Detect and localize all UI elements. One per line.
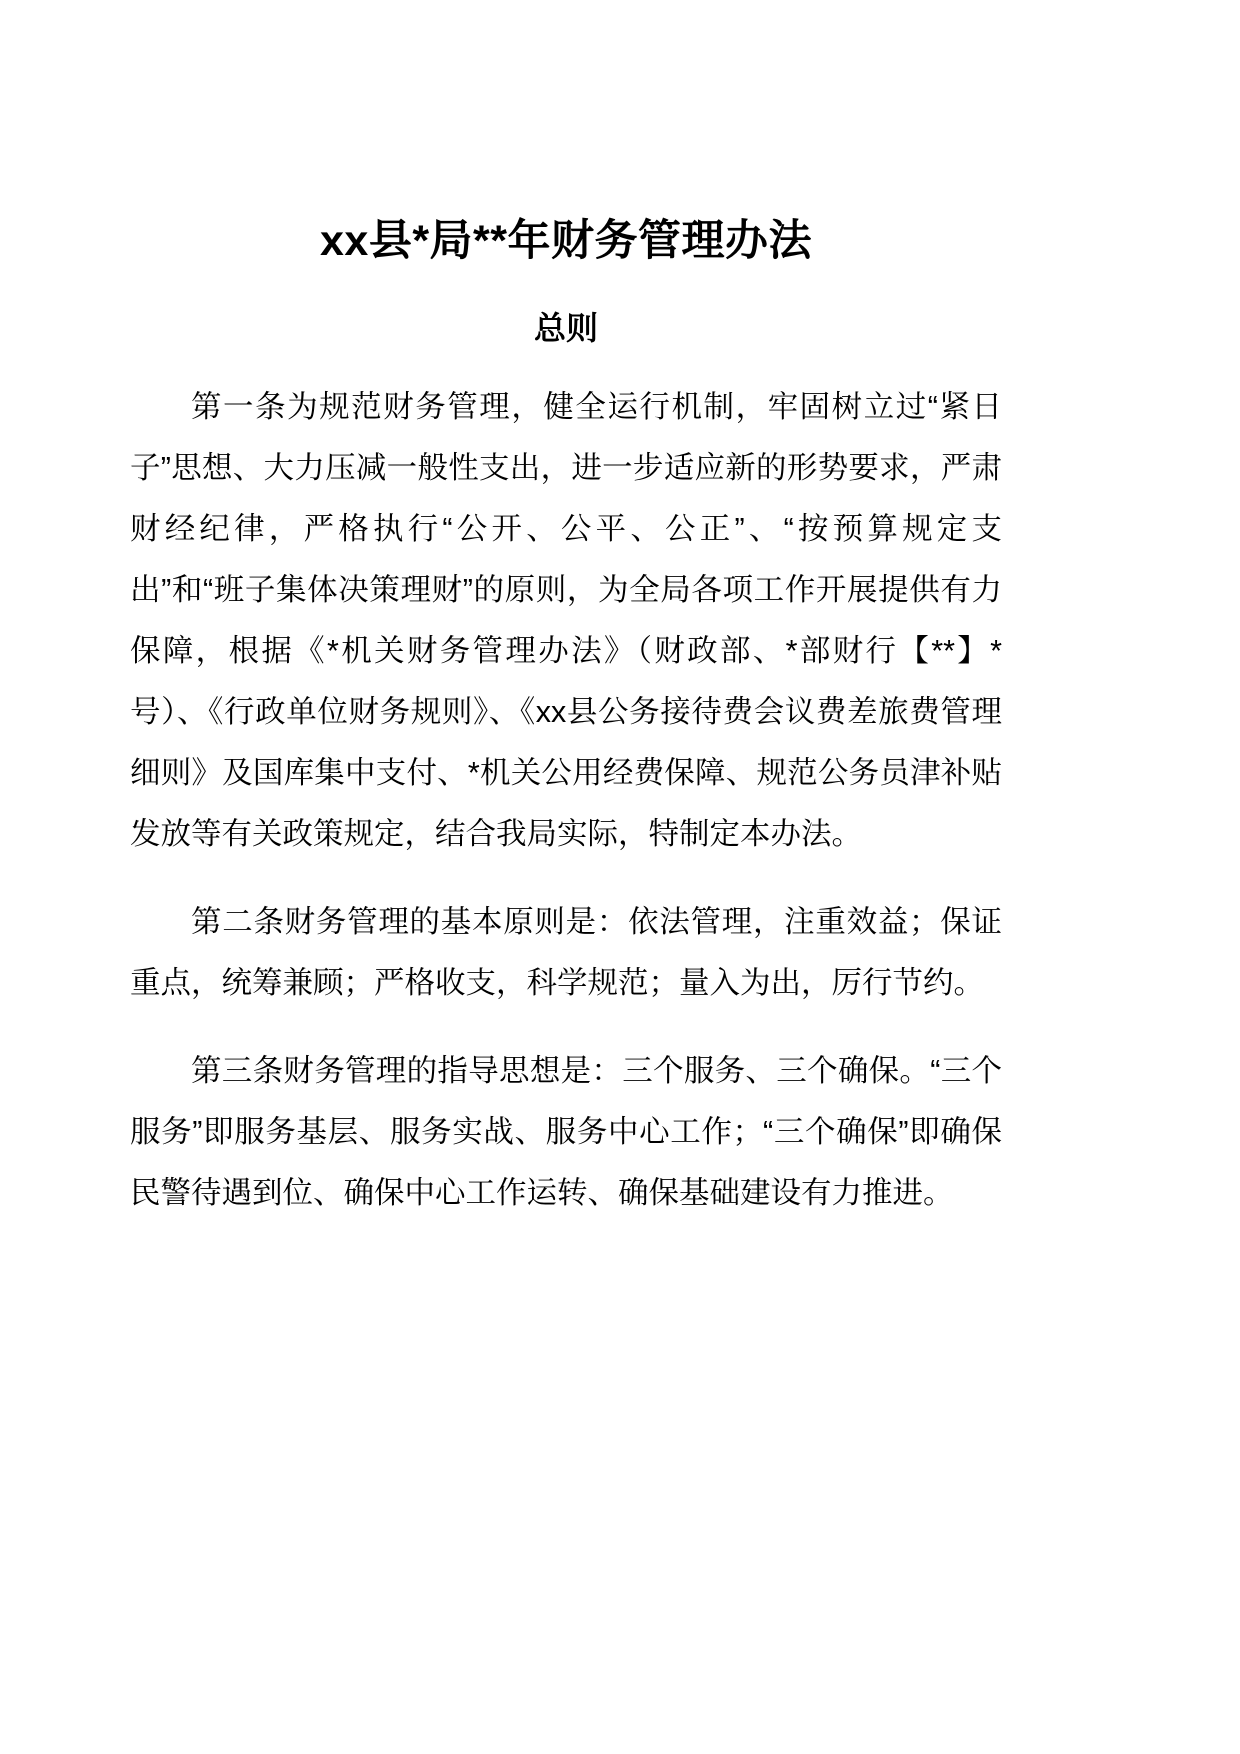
paragraph-article-1: 第一条为规范财务管理，健全运行机制，牢固树立过“紧日子”思想、大力压减一般性支出，进一步适应新的形势要求，严肃财经纪律，严格执行“公开、公平、公正”、“按预算规定支出”和“班子集体决策理财”的原则，为全局各项工作开展提供有力保障，根据《*机关财务管理办法》（财政部、*部财行【**】*号）、《行政单位财务规则》、《xx县公务接待费会议费差旅费管理细则》及国库集中支付、*机关公用经费保障、规范公务员津补贴发放等有关政策规定，结合我局实际，特制定本办法。 <box>130 390 1002 852</box>
paragraph-article-2: 第二条财务管理的基本原则是：依法管理，注重效益；保证重点，统筹兼顾；严格收支，科学规范；量入为出，厉行节约。 <box>130 905 1002 1001</box>
paragraph-article-3: 第三条财务管理的指导思想是：三个服务、三个确保。“三个服务”即服务基层、服务实战、服务中心工作；“三个确保”即确保民警待遇到位、确保中心工作运转、确保基础建设有力推进。 <box>130 1054 1002 1211</box>
section-heading-general-provisions: 总则 <box>533 309 598 346</box>
page-title: xx县*局**年财务管理办法 <box>319 217 813 265</box>
document-content <box>130 0 1002 1224</box>
document-body <box>130 347 1002 1224</box>
